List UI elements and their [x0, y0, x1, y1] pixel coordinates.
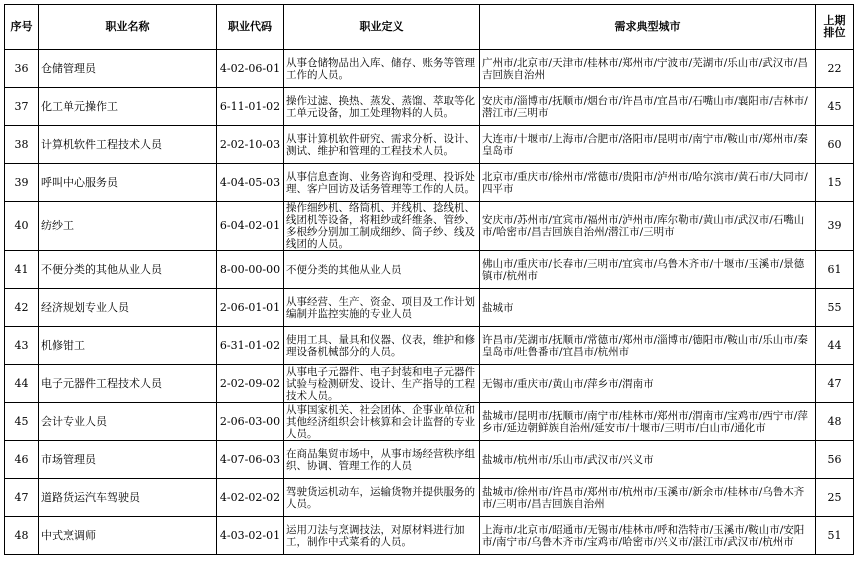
cell-no: 43	[5, 327, 39, 365]
table-row	[5, 327, 854, 365]
cell-definition: 从事电子元器件、电子封装和电子元器件试验与检测研发、设计、生产指导的工程技术人员。	[284, 365, 480, 403]
cell-definition: 运用刀法与烹调技法，对原材料进行加工，制作中式菜肴的人员。	[284, 517, 480, 555]
cell-prev-rank: 45	[816, 88, 854, 126]
cell-cities: 盐城市/杭州市/乐山市/武汉市/兴义市	[480, 441, 816, 479]
cell-no: 47	[5, 479, 39, 517]
table-body	[5, 50, 854, 555]
cell-definition: 从事信息查询、业务咨询和受理、投诉处理、客户回访及话务管理等工作的人员。	[284, 164, 480, 202]
cell-code: 8-00-00-00	[217, 251, 284, 289]
cell-definition: 在商品集贸市场中，从事市场经营秩序组织、协调、管理工作的人员	[284, 441, 480, 479]
cell-cities: 大连市/十堰市/上海市/合肥市/洛阳市/昆明市/南宁市/鞍山市/郑州市/秦皇岛市	[480, 126, 816, 164]
cell-cities: 盐城市	[480, 289, 816, 327]
cell-code: 4-02-02-02	[217, 479, 284, 517]
cell-prev-rank: 25	[816, 479, 854, 517]
cell-code: 2-06-01-01	[217, 289, 284, 327]
table-row	[5, 50, 854, 88]
cell-cities: 安庆市/苏州市/宜宾市/福州市/泸州市/库尔勒市/黄山市/武汉市/石嘴山市/哈密市/昌吉回族自治州/潜江市/三明市	[480, 202, 816, 251]
cell-no: 44	[5, 365, 39, 403]
cell-code: 2-02-10-03	[217, 126, 284, 164]
header-code: 职业代码	[217, 5, 284, 50]
cell-cities: 盐城市/徐州市/许昌市/郑州市/杭州市/玉溪市/新余市/桂林市/乌鲁木齐市/三明市/昌吉回族自治州	[480, 479, 816, 517]
cell-cities: 无锡市/重庆市/黄山市/萍乡市/渭南市	[480, 365, 816, 403]
table-row	[5, 441, 854, 479]
cell-definition: 操作细纱机、络筒机、并线机、捻线机、线团机等设备，将粗纱或纤维条、管纱、多根纱分别加工制成细纱、筒子纱、线及线团的人员。	[284, 202, 480, 251]
table-row	[5, 202, 854, 251]
cell-no: 38	[5, 126, 39, 164]
cell-name: 中式烹调师	[39, 517, 217, 555]
cell-name: 市场管理员	[39, 441, 217, 479]
cell-cities: 上海市/北京市/昭通市/无锡市/桂林市/呼和浩特市/玉溪市/鞍山市/安阳市/南宁市/乌鲁木齐市/宝鸡市/哈密市/兴义市/湛江市/武汉市/杭州市	[480, 517, 816, 555]
cell-cities: 许昌市/芜湖市/抚顺市/常德市/郑州市/淄博市/德阳市/鞍山市/乐山市/秦皇岛市/吐鲁番市/宜昌市/杭州市	[480, 327, 816, 365]
table-header-row	[5, 5, 854, 50]
cell-prev-rank: 51	[816, 517, 854, 555]
cell-definition: 从事经营、生产、资金、项目及工作计划编制并监控实施的专业人员	[284, 289, 480, 327]
cell-no: 46	[5, 441, 39, 479]
table-row	[5, 517, 854, 555]
table-row	[5, 403, 854, 441]
cell-name: 仓储管理员	[39, 50, 217, 88]
header-prev-rank: 上期排位	[816, 5, 854, 50]
cell-no: 41	[5, 251, 39, 289]
cell-name: 会计专业人员	[39, 403, 217, 441]
cell-name: 不便分类的其他从业人员	[39, 251, 217, 289]
cell-prev-rank: 15	[816, 164, 854, 202]
cell-code: 4-02-06-01	[217, 50, 284, 88]
cell-name: 经济规划专业人员	[39, 289, 217, 327]
cell-code: 2-06-03-00	[217, 403, 284, 441]
cell-code: 4-04-05-03	[217, 164, 284, 202]
cell-name: 计算机软件工程技术人员	[39, 126, 217, 164]
header-definition: 职业定义	[284, 5, 480, 50]
table-row	[5, 479, 854, 517]
cell-prev-rank: 44	[816, 327, 854, 365]
table-row	[5, 251, 854, 289]
table-row	[5, 88, 854, 126]
cell-name: 纺纱工	[39, 202, 217, 251]
cell-prev-rank: 47	[816, 365, 854, 403]
cell-code: 6-31-01-02	[217, 327, 284, 365]
cell-no: 42	[5, 289, 39, 327]
cell-definition: 从事计算机软件研究、需求分析、设计、测试、维护和管理的工程技术人员。	[284, 126, 480, 164]
cell-prev-rank: 55	[816, 289, 854, 327]
cell-name: 呼叫中心服务员	[39, 164, 217, 202]
cell-prev-rank: 22	[816, 50, 854, 88]
header-name: 职业名称	[39, 5, 217, 50]
cell-prev-rank: 56	[816, 441, 854, 479]
table-row	[5, 365, 854, 403]
occupation-table-container	[4, 4, 854, 555]
cell-cities: 安庆市/淄博市/抚顺市/烟台市/许昌市/宜昌市/石嘴山市/襄阳市/吉林市/潜江市/三明市	[480, 88, 816, 126]
cell-prev-rank: 60	[816, 126, 854, 164]
cell-no: 45	[5, 403, 39, 441]
cell-no: 39	[5, 164, 39, 202]
header-cities: 需求典型城市	[480, 5, 816, 50]
cell-definition: 驾驶货运机动车，运输货物并提供服务的人员。	[284, 479, 480, 517]
cell-definition: 使用工具、量具和仪器、仪表，维护和修理设备机械部分的人员。	[284, 327, 480, 365]
table-row	[5, 164, 854, 202]
cell-name: 电子元器件工程技术人员	[39, 365, 217, 403]
cell-cities: 广州市/北京市/天津市/桂林市/郑州市/宁波市/芜湖市/乐山市/武汉市/昌吉回族自治州	[480, 50, 816, 88]
cell-prev-rank: 61	[816, 251, 854, 289]
table-row	[5, 289, 854, 327]
cell-prev-rank: 48	[816, 403, 854, 441]
cell-cities: 盐城市/昆明市/抚顺市/南宁市/桂林市/郑州市/渭南市/宝鸡市/西宁市/萍乡市/延边朝鲜族自治州/延安市/十堰市/三明市/白山市/通化市	[480, 403, 816, 441]
cell-code: 6-11-01-02	[217, 88, 284, 126]
cell-no: 36	[5, 50, 39, 88]
cell-prev-rank: 39	[816, 202, 854, 251]
table-row	[5, 126, 854, 164]
cell-definition: 从事仓储物品出入库、储存、账务等管理工作的人员。	[284, 50, 480, 88]
cell-code: 4-07-06-03	[217, 441, 284, 479]
cell-definition: 从事国家机关、社会团体、企事业单位和其他经济组织会计核算和会计监督的专业人员。	[284, 403, 480, 441]
cell-code: 4-03-02-01	[217, 517, 284, 555]
cell-name: 机修钳工	[39, 327, 217, 365]
cell-no: 48	[5, 517, 39, 555]
cell-definition: 不便分类的其他从业人员	[284, 251, 480, 289]
header-no: 序号	[5, 5, 39, 50]
cell-no: 40	[5, 202, 39, 251]
cell-definition: 操作过滤、换热、蒸发、蒸馏、萃取等化工单元设备，加工处理物料的人员。	[284, 88, 480, 126]
occupation-demand-table	[4, 4, 854, 555]
cell-no: 37	[5, 88, 39, 126]
cell-cities: 佛山市/重庆市/长春市/三明市/宜宾市/乌鲁木齐市/十堰市/玉溪市/景德镇市/杭州市	[480, 251, 816, 289]
cell-code: 2-02-09-02	[217, 365, 284, 403]
cell-name: 道路货运汽车驾驶员	[39, 479, 217, 517]
cell-name: 化工单元操作工	[39, 88, 217, 126]
cell-cities: 北京市/重庆市/徐州市/常德市/贵阳市/泸州市/哈尔滨市/黄石市/大同市/四平市	[480, 164, 816, 202]
cell-code: 6-04-02-01	[217, 202, 284, 251]
